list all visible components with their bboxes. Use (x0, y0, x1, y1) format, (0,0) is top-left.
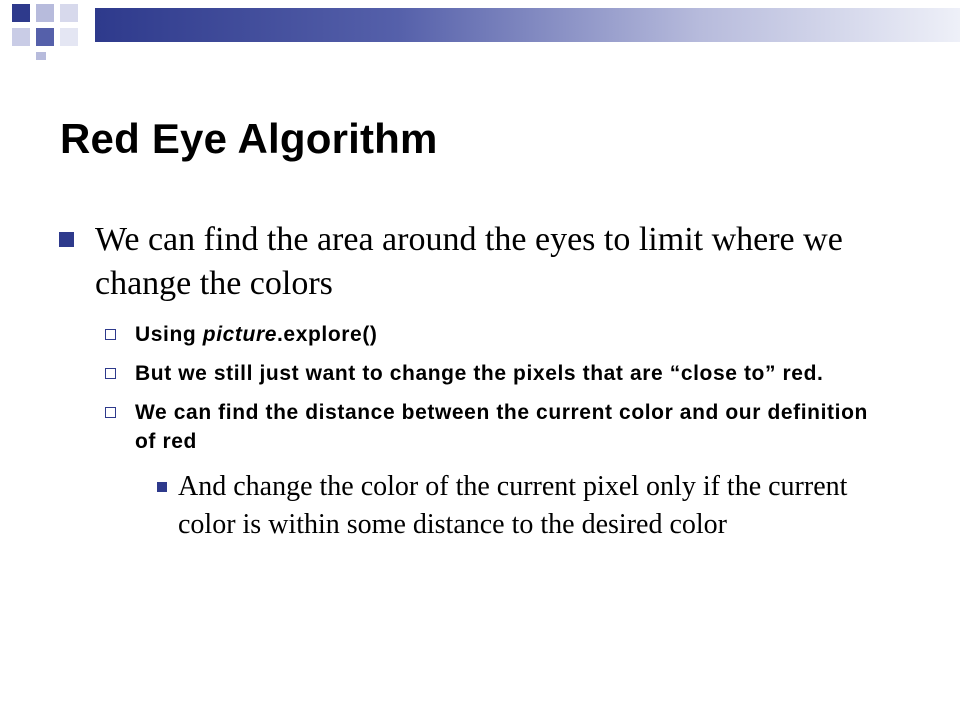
deco-square-light-2 (60, 4, 78, 22)
deco-square-dark-2 (36, 28, 54, 46)
filled-square-bullet-icon (157, 482, 167, 492)
bullet-list (0, 218, 960, 544)
bullet-level2 (135, 359, 895, 388)
deco-square-light-5 (36, 52, 46, 60)
bullet-level2 (135, 320, 895, 349)
deco-square-light-1 (36, 4, 54, 22)
header-gradient-band (95, 8, 960, 42)
bullet-text: We can find the area around the eyes to limit where we change the colors (95, 221, 843, 302)
bullet-text-emphasis: picture (202, 323, 277, 346)
hollow-square-bullet-icon (105, 329, 116, 340)
hollow-square-bullet-icon (105, 368, 116, 379)
bullet-level3 (178, 468, 878, 544)
bullet-text: And change the color of the current pixel only if the current color is within some distance to the desired color (178, 471, 848, 540)
bullet-level1 (95, 218, 895, 306)
bullet-level2 (135, 398, 895, 456)
deco-square-light-3 (12, 28, 30, 46)
deco-square-dark-1 (12, 4, 30, 22)
corner-decoration (0, 0, 100, 60)
bullet-text: We can find the distance between the current color and our definition of red (135, 401, 868, 453)
slide-title: Red Eye Algorithm (60, 115, 438, 162)
bullet-text-suffix: .explore() (277, 323, 378, 346)
bullet-text-prefix: Using (135, 323, 203, 346)
hollow-square-bullet-icon (105, 407, 116, 418)
filled-square-bullet-icon (59, 232, 74, 247)
bullet-text: But we still just want to change the pixels that are “close to” red. (135, 362, 824, 385)
deco-square-light-4 (60, 28, 78, 46)
